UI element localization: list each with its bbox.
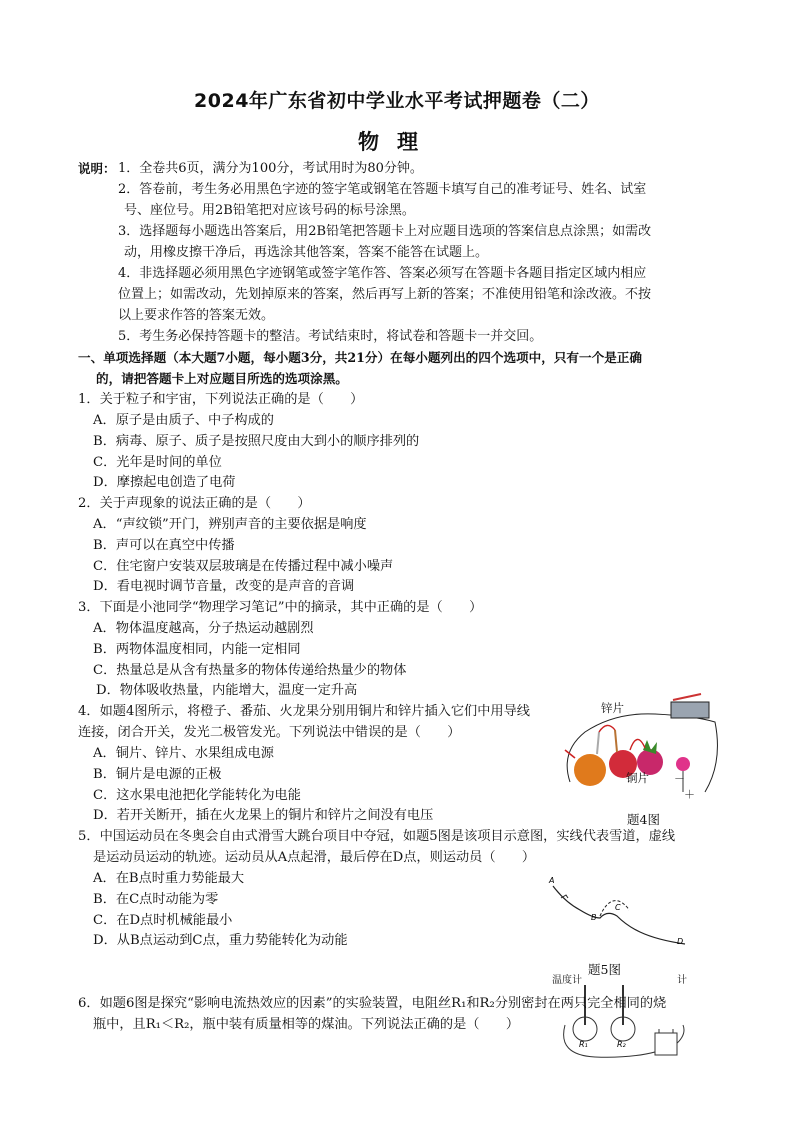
resistor-r2: R₂ (617, 1040, 626, 1049)
instruction-line: 2．答卷前，考生务必用黑色字迹的签字笔或钢笔在答题卡填写自己的准考证号、姓名、试室 (118, 182, 647, 197)
option: A．“声纹锁”开门，辨别声音的主要依据是响度 (93, 517, 367, 532)
option: A．原子是由质子、中子构成的 (93, 413, 274, 428)
question-stem: 是运动员运动的轨迹。运动员从A点起滑，最后停在D点，则运动员（ ） (93, 850, 536, 865)
instruction-line: 动，用橡皮擦干净后，再选涂其他答案，答案不能答在试题上。 (124, 245, 489, 260)
option: C．光年是时间的单位 (93, 455, 222, 470)
instruction-line: 5．考生务必保持答题卡的整洁。考试结束时，将试卷和答题卡一并交回。 (118, 329, 543, 344)
label-zinc: 锌片 (601, 701, 624, 715)
option: A．在B点时重力势能最大 (93, 871, 245, 886)
fruit-battery-figure (555, 692, 725, 807)
switch-icon (671, 702, 709, 718)
option: C．住宅窗户安装双层玻璃是在传播过程中减小噪声 (93, 559, 394, 574)
option: A．铜片、锌片、水果组成电源 (93, 746, 274, 761)
option: B．病毒、原子、质子是按照尺度由大到小的顺序排列的 (93, 434, 420, 449)
figure-caption: 题5图 (588, 962, 621, 977)
point-d: D (677, 937, 684, 946)
question-stem: 1．关于粒子和宇宙，下列说法正确的是（ ） (78, 392, 364, 407)
option: D．摩擦起电创造了电荷 (93, 475, 236, 490)
instructions-label: 说明： (78, 161, 116, 176)
question-stem: 4．如题4图所示，将橙子、番茄、火龙果分别用铜片和锌片插入它们中用导线 (78, 704, 530, 719)
point-a: A (549, 876, 555, 885)
option: C．热量总是从含有热量多的物体传递给热量少的物体 (93, 663, 407, 678)
ski-jump-figure (545, 872, 695, 952)
exam-title: 2024年广东省初中学业水平考试押题卷（二） (194, 90, 600, 112)
option: B．声可以在真空中传播 (93, 538, 235, 553)
option: D．物体吸收热量，内能增大，温度一定升高 (96, 683, 358, 698)
led-icon (676, 757, 690, 771)
question-stem: 5．中国运动员在冬奥会自由式滑雪大跳台项目中夺冠，如题5图是该项目示意图，实线代表雪道，虚线 (78, 829, 676, 844)
figure-caption: 题4图 (627, 812, 660, 827)
option: D．若开关断开，插在火龙果上的铜片和锌片之间没有电压 (93, 808, 434, 823)
label-minus: － (674, 772, 685, 785)
option: C．在D点时机械能最小 (93, 913, 233, 928)
instruction-line: 以上要求作答的答案无效。 (118, 308, 275, 323)
instruction-line: 1．全卷共6页，满分为100分，考试用时为80分钟。 (118, 161, 423, 176)
option: C．这水果电池把化学能转化为电能 (93, 788, 301, 803)
option: B．两物体温度相同，内能一定相同 (93, 642, 301, 657)
question-stem: 2．关于声现象的说法正确的是（ ） (78, 496, 311, 511)
slope-line (553, 886, 685, 944)
orange-icon (574, 754, 606, 786)
label-plus: ＋ (684, 788, 695, 801)
label-thermometer: 温度计 (552, 975, 582, 986)
option: B．在C点时动能为零 (93, 892, 219, 907)
point-b: B (591, 913, 597, 922)
option: A．物体温度越高，分子热运动越剧烈 (93, 621, 314, 636)
section-heading: 一、单项选择题（本大题7小题，每小题3分，共21分）在每小题列出的四个选项中，只有一个是正确 (78, 350, 642, 365)
instruction-line: 3．选择题每小题选出答案后，用2B铅笔把答题卡上对应题目选项的答案信息点涂黑；如需改 (118, 224, 652, 239)
point-c: C (615, 903, 621, 912)
resistor-r1: R₁ (579, 1040, 588, 1049)
question-stem: 3．下面是小池同学“物理学习笔记”中的摘录，其中正确的是（ ） (78, 600, 483, 615)
label-thermometer-right: 计 (677, 975, 687, 986)
label-copper: 铜片 (626, 771, 649, 785)
option: B．铜片是电源的正极 (93, 767, 222, 782)
instruction-line: 号、座位号。用2B铅笔把对应该号码的标号涂黑。 (124, 203, 415, 218)
question-stem: 6．如题6图是探究“影响电流热效应的因素”的实验装置，电阻丝R₁和R₂分别密封在两只完全相同的烧 (78, 996, 667, 1011)
battery-icon (655, 1033, 677, 1055)
instruction-line: 位置上；如需改动，先划掉原来的答案，然后再写上新的答案；不准使用铅笔和涂改液。不按 (118, 287, 652, 302)
option: D．看电视时调节音量，改变的是声音的音调 (93, 579, 355, 594)
question-stem: 瓶中，且R₁＜R₂，瓶中装有质量相等的煤油。下列说法正确的是（ ） (93, 1017, 520, 1032)
option: D．从B点运动到C点，重力势能转化为动能 (93, 933, 348, 948)
exam-subject: 物理 (358, 130, 436, 154)
question-stem: 连接，闭合开关，发光二极管发光。下列说法中错误的是（ ） (78, 725, 461, 740)
instruction-line: 4．非选择题必须用黑色字迹钢笔或签字笔作答、答案必须写在答题卡各题目指定区域内相应 (118, 266, 647, 281)
section-heading: 的，请把答题卡上对应题目所选的选项涂黑。 (96, 371, 348, 386)
